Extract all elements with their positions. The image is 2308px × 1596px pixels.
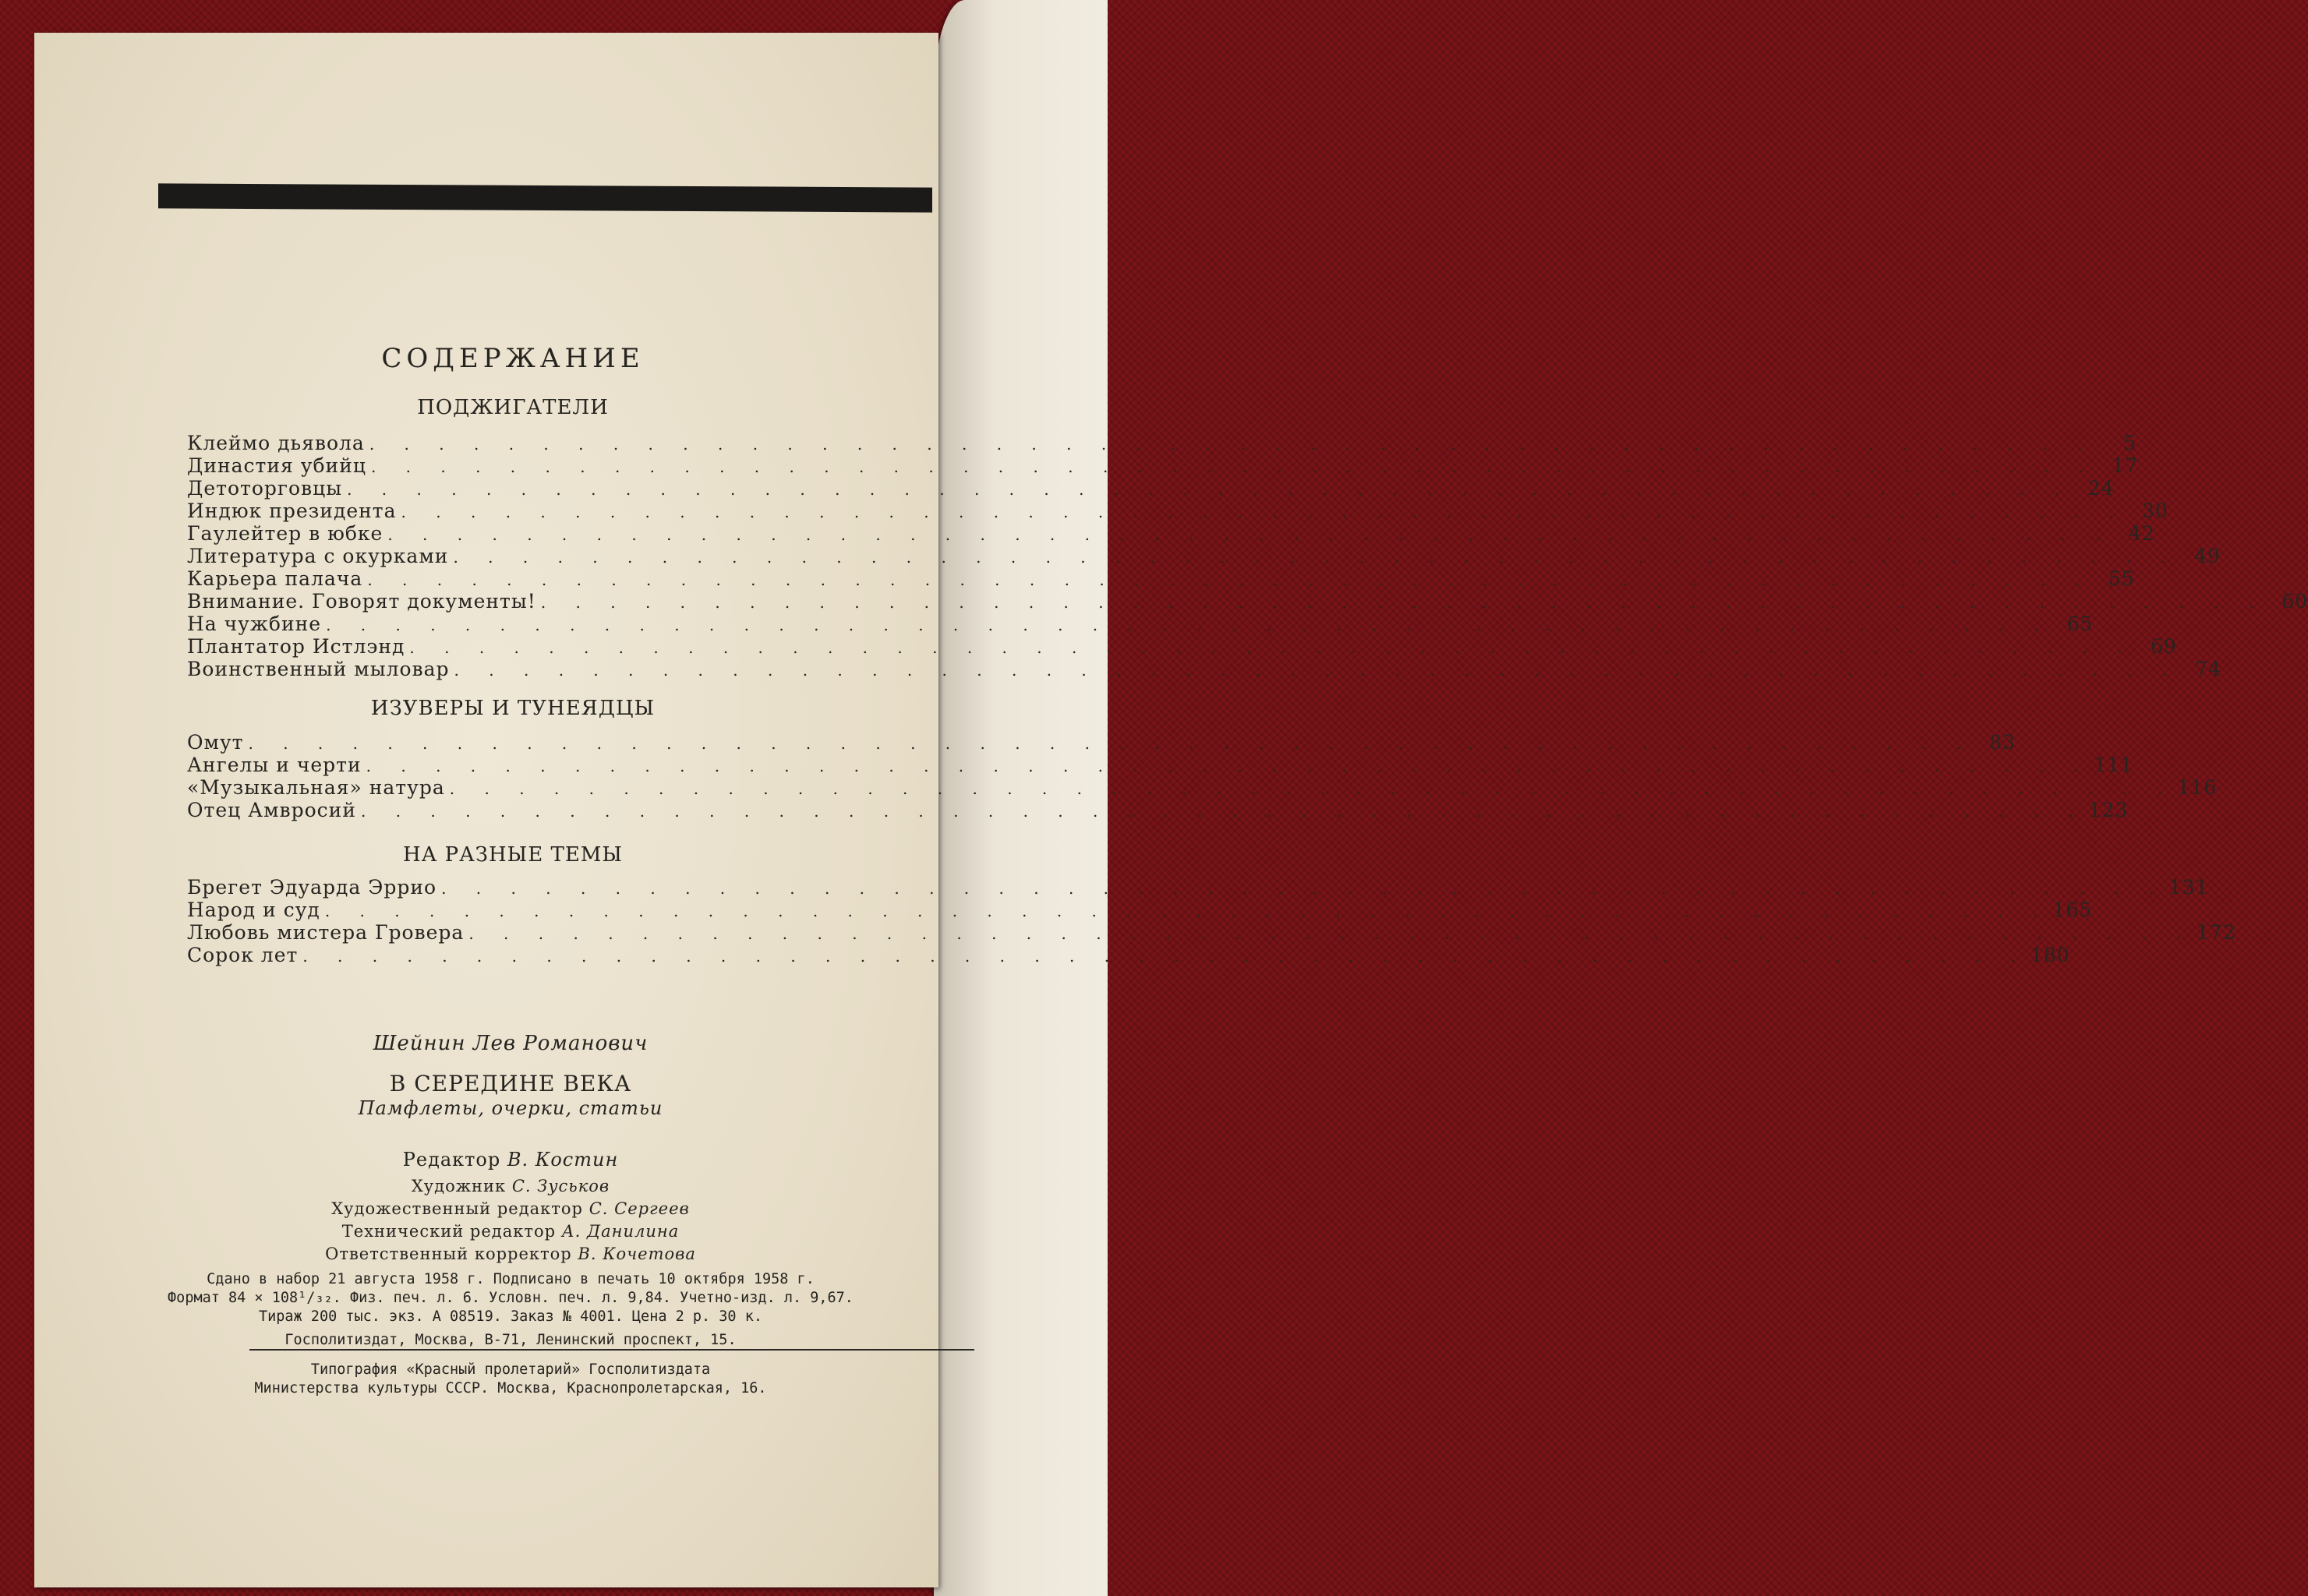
toc-entry-page: 165: [2052, 899, 2093, 921]
toc-entry: [187, 522, 2155, 545]
toc-entry: [187, 899, 2093, 921]
leader-dots: . . . . . . . . . . . . . . . . . . . . . . . . . . . . . . . . . . . . . . . . . . . . . . . . . .: [441, 879, 2167, 898]
imprint-line: Министерства культуры СССР. Москва, Краснопролетарская, 16.: [254, 1380, 767, 1396]
toc-entry-page: 55: [2108, 567, 2135, 590]
section-heading: ИЗУВЕРЫ И ТУНЕЯДЦЫ: [370, 697, 656, 720]
author-name: Шейнин Лев Романович: [373, 1032, 649, 1055]
toc-entry-title: Индюк президента: [187, 500, 397, 522]
toc-entry-page: 111: [2094, 754, 2134, 776]
toc-entry-title: Отец Амвросий: [187, 799, 356, 821]
toc-entry-title: Династия убийц: [187, 454, 366, 477]
toc-entry: [187, 567, 2135, 590]
leader-dots: . . . . . . . . . . . . . . . . . . . . . . . . . . . . . . . . . . . . . . . . . . . . . . . . . .: [360, 802, 2087, 821]
toc-entry-title: На чужбине: [187, 613, 322, 635]
section-heading: НА РАЗНЫЕ ТЕМЫ: [402, 843, 624, 867]
leader-dots: . . . . . . . . . . . . . . . . . . . . . . . . . . . . . . . . . . . . . . . . . . . . . . . . . .: [367, 570, 2093, 589]
leader-dots: . . . . . . . . . . . . . . . . . . . . . . . . . . . . . . . . . . . . . . . . . . . . . . . . . .: [453, 548, 2179, 567]
leader-dots: . . . . . . . . . . . . . . . . . . . . . . . . . . . . . . . . . . . . . . . . . . . . . . . . . .: [540, 593, 2267, 612]
top-rule: [158, 183, 932, 212]
credit-proofreader: [34, 1245, 938, 1263]
toc-entry-title: Брегет Эдуарда Эррио: [187, 876, 437, 899]
toc-entry-page: 116: [2177, 776, 2218, 799]
toc-entry-title: Литература с окурками: [187, 545, 449, 567]
toc-entry-title: Ангелы и черти: [187, 754, 362, 776]
toc-entry-page: 24: [2087, 477, 2115, 500]
toc-entry: [187, 590, 2308, 613]
toc-entry: [187, 921, 2236, 944]
toc-entry-title: Клеймо дьявола: [187, 432, 365, 454]
credit-name: А. Данилина: [561, 1222, 680, 1241]
toc-entry-title: Внимание. Говорят документы!: [187, 590, 536, 613]
toc-entry-page: 17: [2112, 454, 2139, 477]
imprint-line: Формат 84 × 108¹/₃₂. Физ. печ. л. 6. Условн. печ. л. 9,84. Учетно-изд. л. 9,67.: [168, 1290, 854, 1306]
credit-role: Художник: [411, 1177, 507, 1195]
toc-entry: [187, 635, 2177, 658]
toc-section-list: [187, 731, 2218, 821]
leader-dots: . . . . . . . . . . . . . . . . . . . . . . . . . . . . . . . . . . . . . . . . . . . . . . . . . .: [366, 757, 2092, 775]
toc-entry-page: 69: [2150, 635, 2177, 658]
credit-name: В. Костин: [507, 1149, 619, 1171]
toc-entry-title: Сорок лет: [187, 944, 299, 966]
credit-editor: [34, 1149, 938, 1171]
credit-tech-editor: [34, 1222, 938, 1241]
leader-dots: . . . . . . . . . . . . . . . . . . . . . . . . . . . . . . . . . . . . . . . . . . . . . . . . . .: [248, 734, 1974, 753]
toc-entry: [187, 876, 2209, 899]
next-page-edge: [934, 0, 1108, 1596]
toc-section-list: [187, 432, 2308, 680]
toc-entry: [187, 454, 2139, 477]
credit-art-editor: [34, 1199, 938, 1218]
credit-role: Ответственный корректор: [325, 1245, 572, 1263]
toc-entry: [187, 545, 2221, 567]
toc-entry: [187, 613, 2094, 635]
toc-entry-page: 5: [2123, 432, 2137, 454]
leader-dots: . . . . . . . . . . . . . . . . . . . . . . . . . . . . . . . . . . . . . . . . . . . . . . . . . .: [401, 503, 2126, 521]
book-title: В СЕРЕДИНЕ ВЕКА: [389, 1071, 632, 1096]
credit-name: В. Кочетова: [578, 1245, 696, 1263]
toc-entry: [187, 500, 2168, 522]
toc-entry-page: 83: [1989, 731, 2016, 754]
credit-name: С. Сергеев: [588, 1199, 690, 1218]
toc-entry-title: «Музыкальная» натура: [187, 776, 445, 799]
leader-dots: . . . . . . . . . . . . . . . . . . . . . . . . . . . . . . . . . . . . . . . . . . . . . . . . . .: [454, 661, 2179, 680]
credit-name: С. Зуськов: [511, 1177, 610, 1195]
toc-entry-title: Карьера палача: [187, 567, 363, 590]
book-subtitle: Памфлеты, очерки, статьи: [358, 1097, 663, 1119]
leader-dots: . . . . . . . . . . . . . . . . . . . . . . . . . . . . . . . . . . . . . . . . . . . . . . . . . .: [369, 435, 2095, 454]
credit-role: Редактор: [402, 1149, 501, 1171]
toc-entry-page: 131: [2168, 876, 2209, 899]
toc-entry: [187, 731, 2016, 754]
leader-dots: . . . . . . . . . . . . . . . . . . . . . . . . . . . . . . . . . . . . . . . . . . . . . . . . . .: [409, 638, 2135, 657]
leader-dots: . . . . . . . . . . . . . . . . . . . . . . . . . . . . . . . . . . . . . . . . . . . . . . . . . .: [370, 457, 2097, 476]
leader-dots: . . . . . . . . . . . . . . . . . . . . . . . . . . . . . . . . . . . . . . . . . . . . . . . . . .: [468, 924, 2194, 943]
leader-dots: . . . . . . . . . . . . . . . . . . . . . . . . . . . . . . . . . . . . . . . . . . . . . . . . . .: [324, 902, 2051, 920]
toc-entry-page: 65: [2066, 613, 2094, 635]
leader-dots: . . . . . . . . . . . . . . . . . . . . . . . . . . . . . . . . . . . . . . . . . . . . . . . . . .: [302, 947, 2028, 966]
toc-entry-title: Любовь мистера Гровера: [187, 921, 465, 944]
imprint-line: Госполитиздат, Москва, В-71, Ленинский проспект, 15.: [285, 1332, 737, 1348]
toc-entry-title: Плантатор Истлэнд: [187, 635, 405, 658]
toc-entry: [187, 799, 2129, 821]
toc-entry-page: 49: [2194, 545, 2221, 567]
toc-entry-title: Детоторговцы: [187, 477, 343, 500]
section-heading: ПОДЖИГАТЕЛИ: [417, 396, 609, 419]
toc-entry-page: 60: [2281, 590, 2308, 613]
leader-dots: . . . . . . . . . . . . . . . . . . . . . . . . . . . . . . . . . . . . . . . . . . . . . . . . . .: [387, 525, 2113, 544]
toc-entry: [187, 776, 2218, 799]
toc-entry-page: 74: [2195, 658, 2221, 680]
toc-entry: [187, 432, 2137, 454]
toc-entry-page: 30: [2142, 500, 2168, 522]
toc-entry: [187, 477, 2115, 500]
toc-entry-title: Гаулейтер в юбке: [187, 522, 383, 545]
toc-entry-title: Народ и суд: [187, 899, 320, 921]
toc-entry-page: 123: [2088, 799, 2129, 821]
toc-entry-page: 172: [2197, 921, 2236, 944]
bottom-rule: [249, 1349, 974, 1351]
toc-entry-page: 42: [2128, 522, 2155, 545]
toc-entry-page: 180: [2031, 944, 2070, 966]
imprint-line: Сдано в набор 21 августа 1958 г. Подписано в печать 10 октября 1958 г.: [207, 1271, 815, 1287]
credit-role: Художественный редактор: [331, 1199, 584, 1218]
leader-dots: . . . . . . . . . . . . . . . . . . . . . . . . . . . . . . . . . . . . . . . . . . . . . . . . . .: [326, 616, 2052, 634]
credit-role: Технический редактор: [341, 1222, 557, 1241]
toc-entry-title: Воинственный мыловар: [187, 658, 450, 680]
leader-dots: . . . . . . . . . . . . . . . . . . . . . . . . . . . . . . . . . . . . . . . . . . . . . . . . . .: [449, 779, 2175, 798]
leader-dots: . . . . . . . . . . . . . . . . . . . . . . . . . . . . . . . . . . . . . . . . . . . . . . . . . .: [347, 480, 2073, 499]
imprint-line: Тираж 200 тыс. экз. А 08519. Заказ № 4001. Цена 2 р. 30 к.: [258, 1308, 762, 1325]
toc-section-list: [187, 876, 2236, 966]
book-page: [34, 33, 2308, 1587]
toc-entry: [187, 658, 2221, 680]
toc-entry-title: Омут: [187, 731, 244, 754]
toc-title: СОДЕРЖАНИЕ: [381, 343, 645, 374]
toc-entry: [187, 944, 2070, 966]
toc-entry: [187, 754, 2134, 776]
credit-artist: [34, 1177, 938, 1195]
imprint-line: Типография «Красный пролетарий» Госполитиздата: [310, 1361, 711, 1378]
